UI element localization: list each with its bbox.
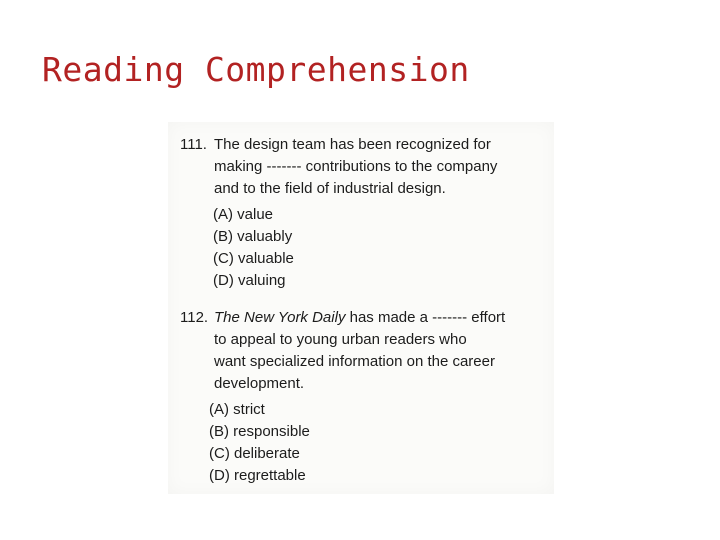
question-stem	[180, 307, 540, 395]
option-c: (C) deliberate	[209, 445, 300, 462]
question-text	[214, 307, 540, 395]
answer-options	[213, 204, 540, 292]
option-d: (D) valuing	[213, 272, 286, 289]
question-text-rest: has made a ------- effort to appeal to young urban readers who want specialized information on the career development.	[214, 309, 506, 392]
question-text: The design team has been recognized for making ------- contributions to the company and to the field of industrial design.	[214, 136, 498, 197]
question-stem	[180, 134, 540, 200]
question-112	[180, 307, 540, 487]
answer-options	[209, 399, 540, 487]
question-number: 112.	[180, 309, 209, 326]
page-title: Reading Comprehension	[42, 50, 470, 89]
option-a: (A) value	[213, 206, 274, 223]
option-b: (B) responsible	[209, 423, 310, 440]
option-b: (B) valuably	[213, 228, 293, 245]
question-number: 111.	[180, 136, 207, 153]
option-c: (C) valuable	[213, 250, 294, 267]
question-111	[180, 134, 540, 292]
option-d: (D) regrettable	[209, 467, 306, 484]
publication-name: The New York Daily	[214, 309, 346, 326]
option-a: (A) strict	[209, 401, 265, 418]
